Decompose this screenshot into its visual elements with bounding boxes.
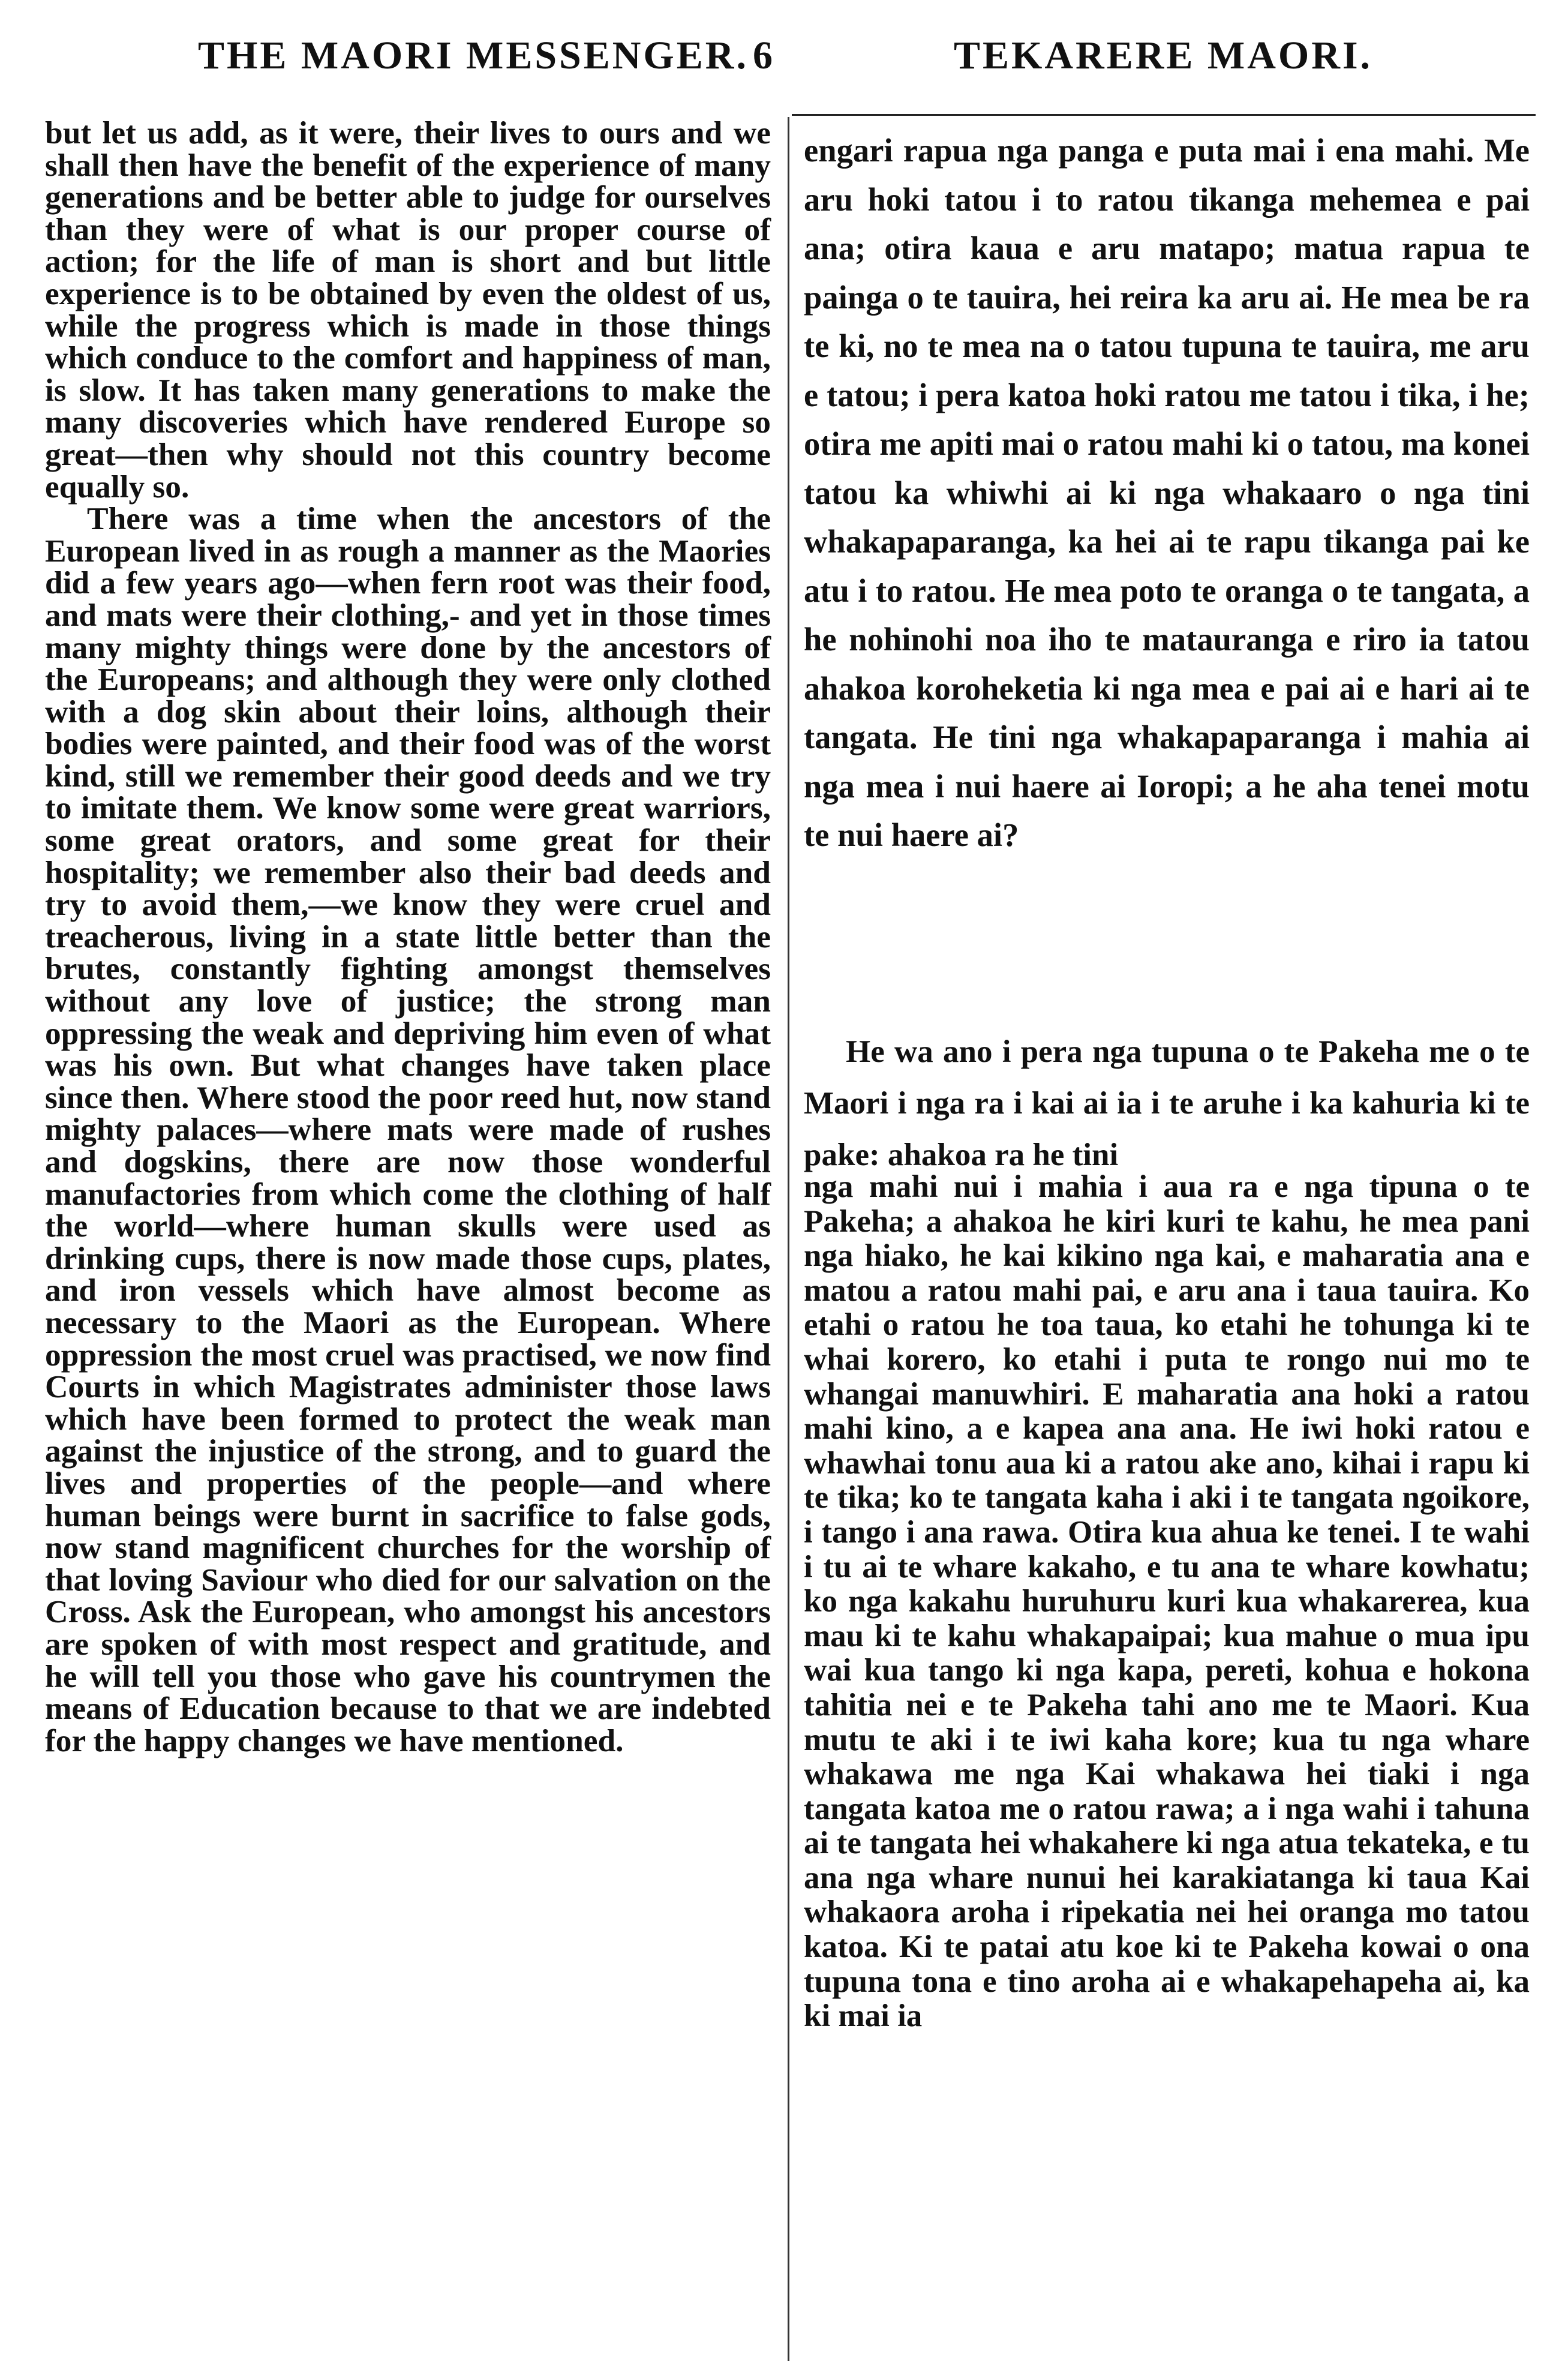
english-paragraph-2: There was a time when the ancestors of the European lived in as rough a manner as the Maories did a few years ago—when fern root was their food, and mats were their clothing,- and yet in those times many mighty things were done by the ancestors of the Europeans; and although they were only clothed with a dog skin about their loins, although their bodies were painted, and their food was of the worst kind, still we remember their good deeds and we try to imitate them. We know some were great warriors, some great orators, and some great for their hospitality; we remember also their bad deeds and try to avoid them,—we know they were cruel and treacherous, living in a state little better than the brutes, constantly fighting amongst themselves without any love of justice; the strong man oppressing the weak and depriving him even of what was his own. But what changes have taken place since then. Where stood the poor reed hut, now stand mighty palaces—where mats were made of rushes and dogskins, there are now those wonderful manufactories from which come the clothing of half the world—where human skulls were used as drinking cups, there is now made those cups, plates, and iron vessels which have almost become as necessary to the Maori as the European. Where oppression the most cruel was practised, we now find Courts in which Magistrates administer those laws which have been formed to protect the weak man against the injustice of the strong, and to guard the lives and properties of the people—and where human beings were burnt in sacrifice to false gods, now stand magnificent churches for the worship of that loving Saviour who died for our salvation on the Cross. Ask the European, who amongst his ancestors are spoken of with most respect and gratitude, and he will tell you those who gave his countrymen the means of Education because to that we are indebted for the happy changes we have mentioned. (45, 500, 771, 1758)
maori-paragraph-3: nga mahi nui i mahia i aua ra e nga tipuna o te Pakeha; a ahakoa he kiri kuri te kahu, he mea pani nga hiako, he kai kikino nga kai, e maharatia ana e matou a ratou mahi pai, e aru ana i taua tauira. Ko etahi o ratou he toa taua, ko etahi he tohunga ki te whai korero, ko etahi i puta te rongo nui mo te whangai manuwhiri. E maharatia ana hoki a ratou mahi kino, a e kapea ana ana. He iwi hoki ratou e whawhai tonu aua ki a ratou ake ano, kihai i rapu ki te tika; ko te tangata kaha i aki i te tangata ngoikore, i tango i ana rawa. Otira kua ahua ke tenei. I te wahi i tu ai te whare kakaho, e tu ana te whare kowhatu; ko nga kakahu huruhuru kuri kua whakarerea, kua mau ki te kahu whakapaipai; kua mahue o mua ipu wai kua tango ki nga kapa, pereti, kohua e hokona tahitia nei e te Pakeha tahi ano me te Maori. Kua mutu te aki i te iwi kaha kore; kua tu nga whare whakawa me nga Kai whakawa hei tiaki i nga tangata katoa me o ratou rawa; a i nga wahi i tahuna ai te tangata hei whakahere ki nga atua tekateka, e tu ana nga whare nunui hei karakiatanga ki taua Kai whakaora aroha i ripekatia nei hei oranga mo tatou katoa. Ki te patai atu koe ki te Pakeha kowai o ona tupuna tona e tino aroha ai e whakapehapeha ai, ka ki mai ia (804, 1169, 1530, 2034)
maori-column-bottom (804, 1170, 1530, 2034)
maori-column-middle (804, 1026, 1530, 1181)
maori-column-top (804, 126, 1530, 860)
column-divider (788, 117, 789, 2361)
header-rule (792, 114, 1536, 116)
english-paragraph-1: but let us add, as it were, their lives to ours and we shall then have the benefit of the experience of many generations and be better able to judge for ourselves than they were of what is our proper course of action; for the life of man is short and but little experience is to be obtained by even the oldest of us, while the progress which is made in those things which conduce to the comfort and happiness of man, is slow. It has taken many generations to make the many discoveries which have rendered Europe so great—then why should not this country become equally so. (45, 115, 771, 505)
maori-paragraph-1: engari rapua nga panga e puta mai i ena mahi. Me aru hoki tatou i to ratou tikanga mehemea e pai ana; otira kaua e aru matapo; matua rapua te painga o te tauira, hei reira ka aru ai. He mea be ra te ki, no te mea na o tatou tupuna te tauira, me aru e tatou; i pera katoa hoki ratou me tatou i tika, i he; otira me apiti mai o ratou mahi ki o tatou, ma konei tatou ka whiwhi ai ki nga whakaaro o nga tini whakapaparanga, ka hei ai te rapu tikanga pai ke atu i to ratou. He mea poto te oranga o te tangata, a he nohinohi noa iho te matauranga e riro ia tatou ahakoa koroheketia ki nga mea e pai ai e hari ai te tangata. He tini nga whakapaparanga i mahia ai nga mea i nui haere ai Ioropi; a he aha tenei motu te nui haere ai? (804, 132, 1530, 853)
page-header (0, 33, 1568, 87)
page-number: 6 (753, 34, 775, 77)
maori-paragraph-2: He wa ano i pera nga tupuna o te Pakeha me o te Maori i nga ra i kai ai ia i te aruhe i ka kahuria ki te pake: ahakoa ra he tini (804, 1034, 1530, 1172)
masthead-maori: TEKARERE MAORI. (954, 34, 1373, 77)
english-column (45, 117, 771, 1757)
masthead-english: THE MAORI MESSENGER. (198, 34, 749, 77)
